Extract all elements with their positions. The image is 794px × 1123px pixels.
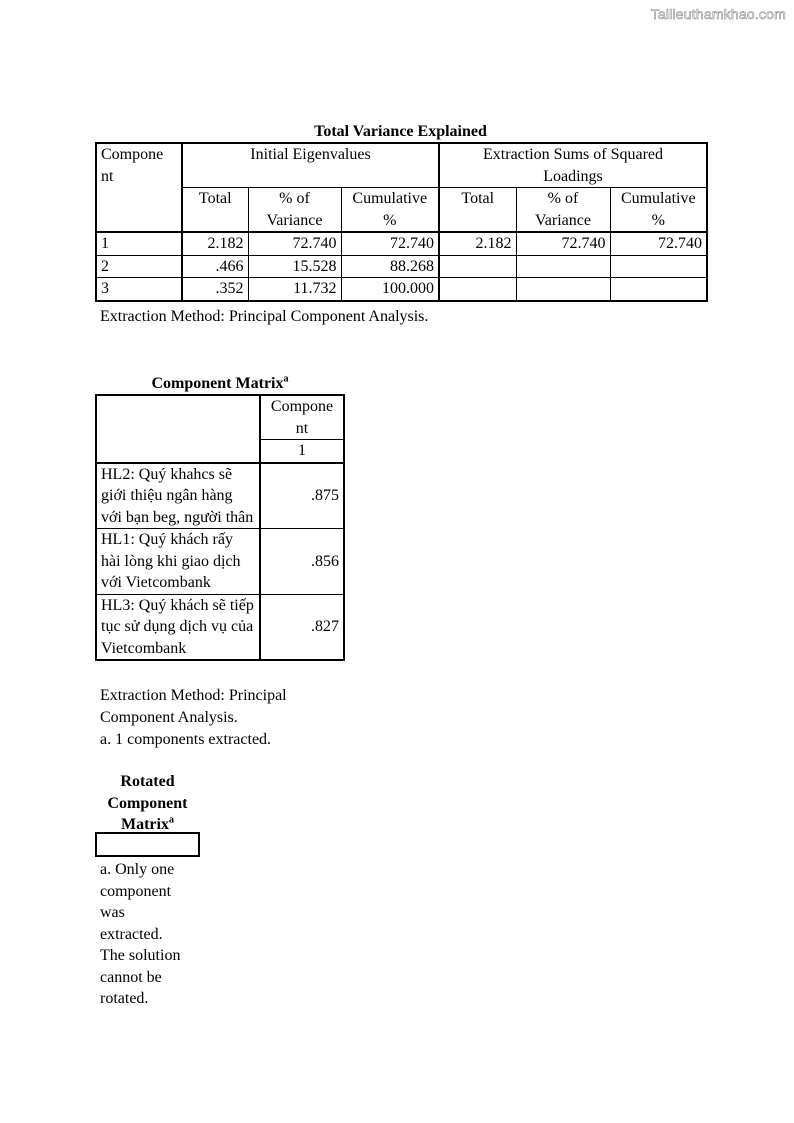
component-matrix-table <box>95 394 345 661</box>
component-col-number: 1 <box>260 440 344 463</box>
table-row <box>96 594 344 660</box>
component-number: 1 <box>96 232 182 255</box>
cell: 2.182 <box>182 232 248 255</box>
total-variance-table <box>95 142 708 302</box>
table-row <box>96 278 707 301</box>
rotated-matrix-empty-table <box>95 832 200 857</box>
cell <box>516 255 610 278</box>
watermark: Tailieuthamkhao.com <box>650 6 786 22</box>
component-number: 2 <box>96 255 182 278</box>
component-matrix-footnote-extracted: a. 1 components extracted. <box>100 731 272 748</box>
loading-value: .875 <box>260 463 344 529</box>
component-header: Compone nt <box>96 143 182 232</box>
cell: 2.182 <box>439 232 516 255</box>
cell: 15.528 <box>248 255 341 278</box>
cell: 72.740 <box>248 232 341 255</box>
cell: .466 <box>182 255 248 278</box>
total-variance-title: Total Variance Explained <box>314 123 487 140</box>
loading-value: .827 <box>260 594 344 660</box>
empty-header-cell <box>96 395 260 463</box>
cell <box>610 278 707 301</box>
total-variance-footnote: Extraction Method: Principal Component Analysis. <box>100 308 429 325</box>
cell <box>516 278 610 301</box>
cell: 72.740 <box>341 232 439 255</box>
rotated-matrix-title <box>95 771 200 836</box>
col-header: Cumulative % <box>341 188 439 233</box>
table-row <box>96 232 707 255</box>
cell: 11.732 <box>248 278 341 301</box>
cell <box>439 278 516 301</box>
component-number: 3 <box>96 278 182 301</box>
col-header: Total <box>439 188 516 233</box>
table-row <box>96 255 707 278</box>
rotated-matrix-title-text: Rotated Component Matrix <box>107 773 188 833</box>
col-header: % of Variance <box>516 188 610 233</box>
col-header: % of Variance <box>248 188 341 233</box>
table-row <box>96 463 344 529</box>
cell: .352 <box>182 278 248 301</box>
rotated-matrix-footnote: a. Only one component was extracted. The solution cannot be rotated. <box>100 861 181 1007</box>
cell: 88.268 <box>341 255 439 278</box>
row-label: HL1: Quý khách rấy hài lòng khi giao dịch với Vietcombank <box>96 529 260 595</box>
component-matrix-footnote-method: Extraction Method: Principal Component Analysis. <box>100 687 287 726</box>
cell <box>610 255 707 278</box>
cell: 72.740 <box>516 232 610 255</box>
extraction-sums-header: Extraction Sums of Squared Loadings <box>439 143 707 188</box>
component-col-header: Compone nt <box>260 395 344 440</box>
row-label: HL3: Quý khách sẽ tiếp tục sử dụng dịch vụ của Vietcombank <box>96 594 260 660</box>
table-row <box>96 529 344 595</box>
component-matrix-title-text: Component Matrix <box>151 375 284 392</box>
row-label: HL2: Quý khahcs sẽ giới thiệu ngân hàng với bạn beg, người thân <box>96 463 260 529</box>
rotated-matrix-title-sup: a <box>168 814 174 826</box>
loading-value: .856 <box>260 529 344 595</box>
component-matrix-title-sup: a <box>283 373 289 385</box>
initial-eigenvalues-header: Initial Eigenvalues <box>182 143 439 188</box>
cell <box>439 255 516 278</box>
component-matrix-title <box>95 374 345 394</box>
cell: 100.000 <box>341 278 439 301</box>
cell: 72.740 <box>610 232 707 255</box>
col-header: Total <box>182 188 248 233</box>
col-header: Cumulative % <box>610 188 707 233</box>
